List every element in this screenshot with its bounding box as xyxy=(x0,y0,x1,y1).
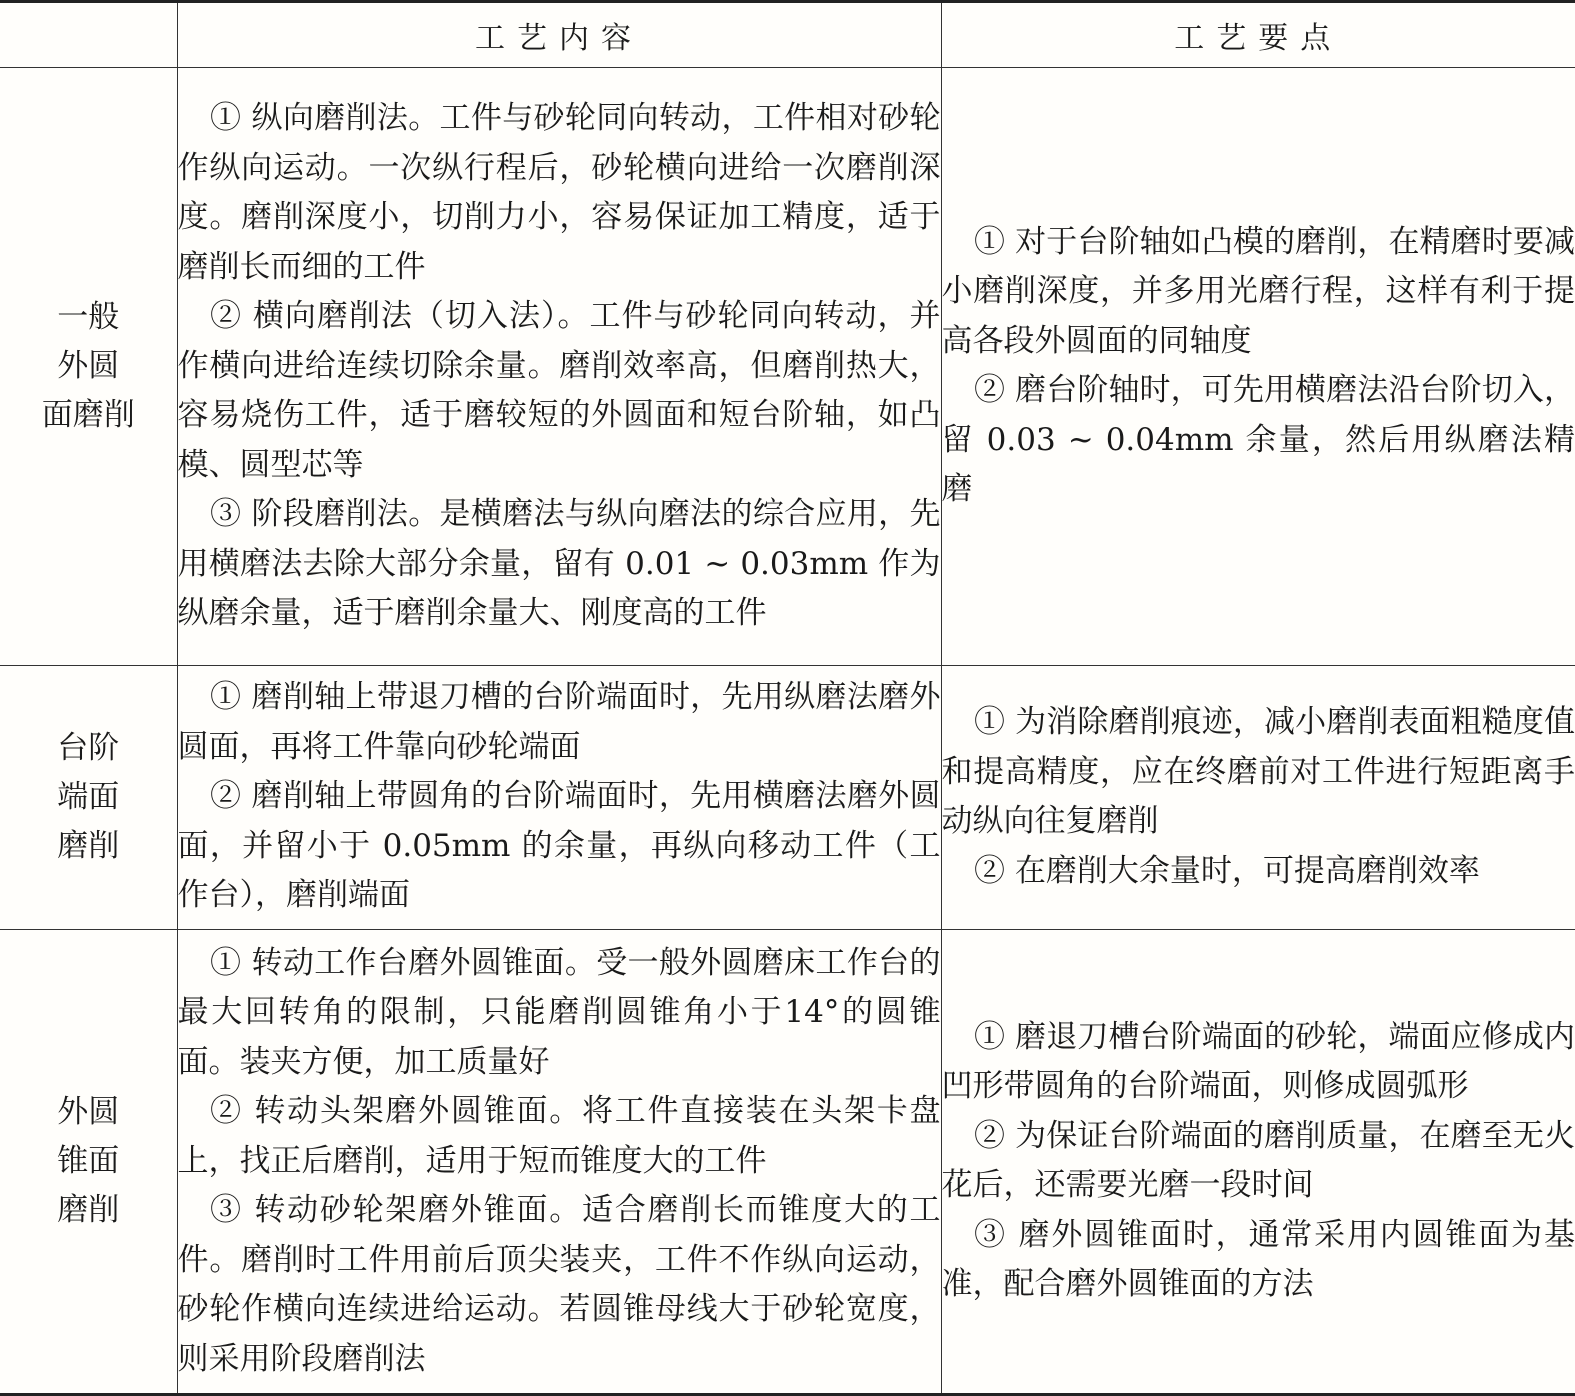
content-item: ① 磨削轴上带退刀槽的台阶端面时，先用纵磨法磨外圆面，再将工件靠向砂轮端面 xyxy=(177,679,941,765)
category-line: 端面 xyxy=(57,778,120,815)
category-line: 面磨削 xyxy=(41,396,135,433)
category-cell xyxy=(0,929,177,1394)
category-line: 锥面 xyxy=(57,1142,120,1179)
points-cell xyxy=(941,929,1575,1394)
point-item: ① 对于台阶轴如凸模的磨削，在精磨时要减小磨削深度，并多用光磨行程，这样有利于提高各段外圆面的同轴度 xyxy=(941,223,1575,359)
content-cell xyxy=(177,68,941,666)
category-line: 外圆 xyxy=(57,347,120,384)
table-row xyxy=(0,665,1575,929)
header-blank-cell xyxy=(0,2,177,68)
content-cell xyxy=(177,929,941,1394)
point-item: ② 在磨削大余量时，可提高磨削效率 xyxy=(974,852,1480,889)
header-content: 工艺内容 xyxy=(177,2,941,68)
category-cell xyxy=(0,68,177,666)
category-line: 磨削 xyxy=(57,1191,120,1228)
category-line: 外圆 xyxy=(57,1093,120,1130)
category-line: 台阶 xyxy=(57,729,120,766)
content-item: ③ 转动砂轮架磨外锥面。适合磨削长而锥度大的工件。磨削时工件用前后顶尖装夹，工件不作纵向运动，砂轮作横向连续进给运动。若圆锥母线大于砂轮宽度，则采用阶段磨削法 xyxy=(177,1192,941,1377)
content-item: ① 转动工作台磨外圆锥面。受一般外圆磨床工作台的最大回转角的限制，只能磨削圆锥角小于14°的圆锥面。装夹方便，加工质量好 xyxy=(177,944,941,1080)
table-row xyxy=(0,68,1575,666)
point-item: ③ 磨外圆锥面时，通常采用内圆锥面为基准，配合磨外圆锥面的方法 xyxy=(941,1216,1575,1303)
category-cell xyxy=(0,665,177,929)
point-item: ② 磨台阶轴时，可先用横磨法沿台阶切入，留 0.03 ~ 0.04mm 余量，然后用纵磨法精磨 xyxy=(941,372,1575,508)
content-item: ③ 阶段磨削法。是横磨法与纵向磨法的综合应用，先用横磨法去除大部分余量，留有 0.01 ~ 0.03mm 作为纵磨余量，适于磨削余量大、刚度高的工件 xyxy=(177,496,941,632)
content-cell xyxy=(177,665,941,929)
points-cell xyxy=(941,68,1575,666)
content-item: ① 纵向磨削法。工件与砂轮同向转动，工件相对砂轮作纵向运动。一次纵行程后，砂轮横向进给一次磨削深度。磨削深度小，切削力小，容易保证加工精度，适于磨削长而细的工件 xyxy=(177,100,941,285)
point-item: ① 为消除磨削痕迹，减小磨削表面粗糙度值和提高精度，应在终磨前对工件进行短距离手动纵向往复磨削 xyxy=(941,704,1575,840)
content-item: ② 磨削轴上带圆角的台阶端面时，先用横磨法磨外圆面，并留小于 0.05mm 的余量，再纵向移动工件（工作台），磨削端面 xyxy=(177,778,941,914)
point-item: ① 磨退刀槽台阶端面的砂轮，端面应修成内凹形带圆角的台阶端面，则修成圆弧形 xyxy=(941,1018,1575,1105)
header-row xyxy=(0,2,1575,68)
header-points: 工艺要点 xyxy=(941,2,1575,68)
points-cell xyxy=(941,665,1575,929)
content-item: ② 转动头架磨外圆锥面。将工件直接装在头架卡盘上，找正后磨削，适用于短而锥度大的工件 xyxy=(177,1093,941,1179)
table-row xyxy=(0,929,1575,1394)
category-line: 磨削 xyxy=(57,827,120,864)
category-line: 一般 xyxy=(57,298,120,335)
point-item: ② 为保证台阶端面的磨削质量，在磨至无火花后，还需要光磨一段时间 xyxy=(941,1117,1575,1204)
content-item: ② 横向磨削法（切入法）。工件与砂轮同向转动，并作横向进给连续切除余量。磨削效率高，但磨削热大，容易烧伤工件，适于磨较短的外圆面和短台阶轴，如凸模、圆型芯等 xyxy=(177,298,941,483)
